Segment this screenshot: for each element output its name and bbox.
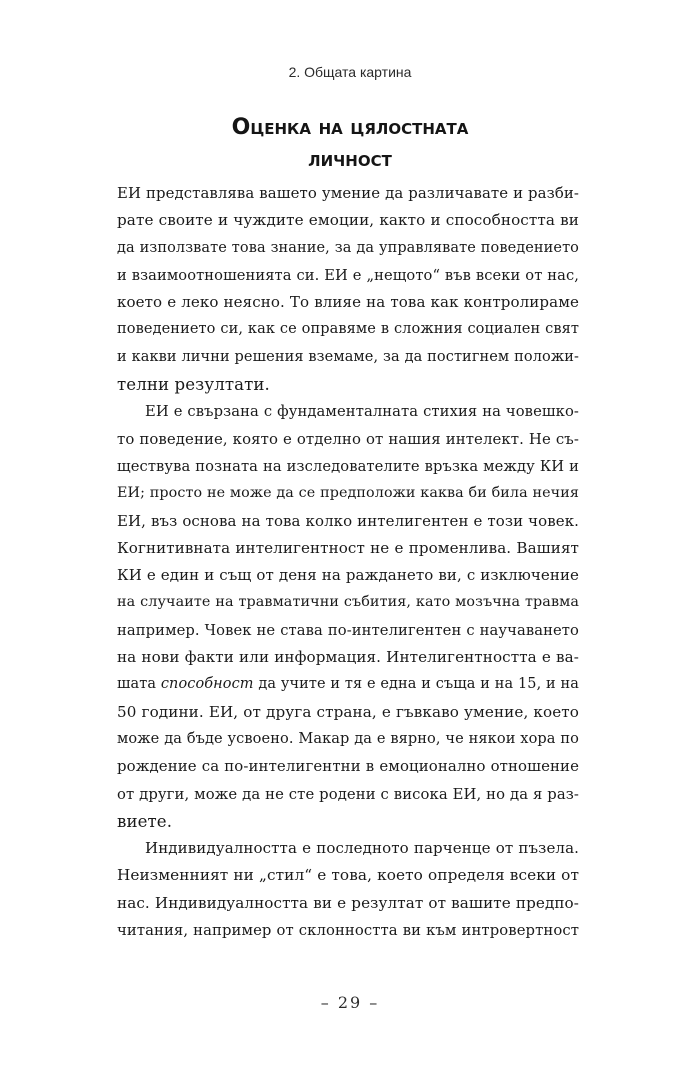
- paragraph-3: [117, 835, 579, 944]
- paragraph-1: [117, 180, 579, 398]
- page-number: – 29 –: [320, 993, 380, 1012]
- text-line: и взаимоотношенията си. ЕИ е „нещото“ във всеки от нас,: [117, 266, 579, 284]
- section-title-line-2: личност: [308, 147, 392, 172]
- text-line: нас. Индивидуалността ви е резултат от вашите предпо-: [117, 893, 579, 912]
- text-line: ЕИ, въз основа на това колко интелигентен е този човек.: [117, 511, 579, 530]
- text-line: то поведение, която е отделно от нашия интелект. Не съ-: [117, 429, 579, 448]
- text-line: от други, може да не сте родени с висока ЕИ, но да я раз-: [117, 785, 579, 803]
- section-title-line-1: Оценка на цялостната: [231, 115, 469, 140]
- text-line: на нови факти или информация. Интелигентността е ва-: [117, 648, 579, 667]
- text-line: което е леко неясно. То влияе на това как контролираме: [117, 293, 579, 312]
- text-line: Когнитивната интелигентност не е променлива. Вашият: [117, 538, 579, 557]
- text-line: 50 години. ЕИ, от друга страна, е гъвкаво умение, което: [117, 702, 579, 721]
- text-line: КИ е един и същ от деня на раждането ви, с изключение: [117, 566, 579, 585]
- text-line: телни резултати.: [117, 375, 270, 395]
- text-line: поведението си, как се оправяме в сложния социален свят: [117, 321, 579, 338]
- text-line: на случаите на травматични събития, като мозъчна травма: [117, 594, 579, 611]
- paragraph-2: [117, 398, 579, 835]
- text-line: да използвате това знание, за да управлявате поведението: [117, 239, 579, 256]
- text-line: ЕИ е свързана с фундаменталната стихия на човешко-: [145, 403, 579, 421]
- text-segment: да учите и тя е една и съща и на 15, и на: [253, 676, 579, 693]
- text-line: ЕИ; просто не може да се предположи каква би била нечия: [117, 485, 579, 502]
- text-line: Индивидуалността е последното парченце от пъзела.: [145, 839, 579, 858]
- text-line: например. Човек не става по-интелигентен с научаването: [117, 621, 579, 639]
- running-header: 2. Общата картина: [288, 64, 412, 80]
- text-line: виете.: [117, 811, 173, 831]
- body-text: [117, 180, 579, 944]
- section-title: [0, 112, 700, 176]
- text-line: рате своите и чуждите емоции, както и способността ви: [117, 211, 579, 230]
- text-line: ЕИ представлява вашето умение да различавате и разби-: [117, 184, 579, 202]
- text-line-with-italic: [117, 671, 579, 698]
- text-line: Неизменният ни „стил“ е това, което определя всеки от: [117, 866, 579, 885]
- text-line: рождение са по-интелигентни в емоционално отношение: [117, 757, 579, 776]
- text-line: ществува позната на изследователите връзка между КИ и: [117, 457, 579, 475]
- italic-word: способност: [160, 676, 254, 693]
- text-line: може да бъде усвоено. Макар да е вярно, че някои хора по: [117, 730, 579, 747]
- text-line: и какви лични решения вземаме, за да постигнем положи-: [117, 348, 579, 365]
- text-segment: шата: [117, 676, 161, 693]
- text-line: читания, например от склонността ви към интровертност: [117, 922, 579, 940]
